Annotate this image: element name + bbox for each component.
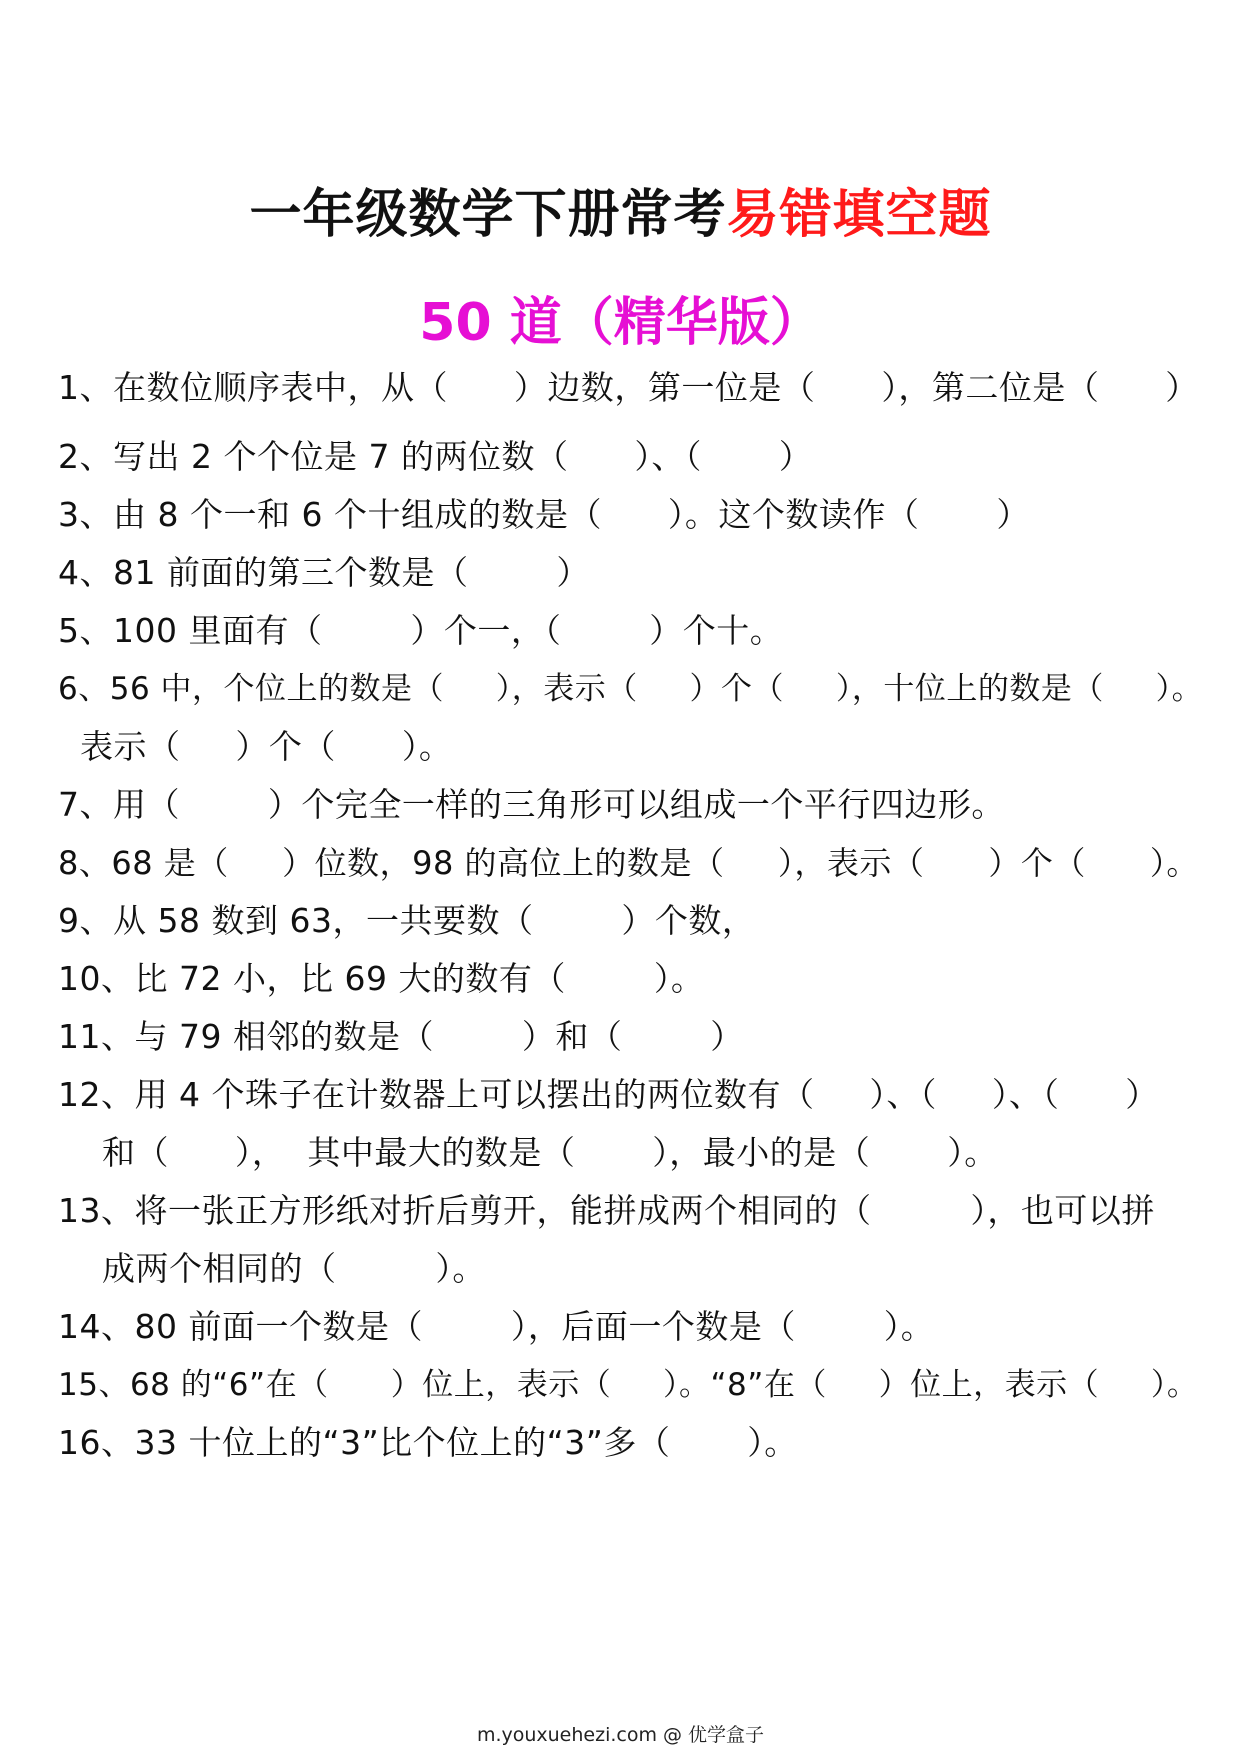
question-line: 12、用 4 个珠子在计数器上可以摆出的两位数有（ ）、（ ）、（ ） <box>58 1075 1159 1114</box>
question-line: 5、100 里面有（ ）个一，（ ）个十。 <box>58 611 784 650</box>
question-line: 表示（ ）个（ ）。 <box>58 727 453 766</box>
page-title <box>0 172 1241 247</box>
question-line: 和（ ）， 其中最大的数是（ ），最小的是（ ）。 <box>58 1133 998 1172</box>
question-line: 8、68 是（ ）位数，98 的高位上的数是（ ），表示（ ）个（ ）。 <box>58 844 1199 882</box>
question-line: 7、用（ ）个完全一样的三角形可以组成一个平行四边形。 <box>58 785 1005 824</box>
footer-watermark: m.youxuehezi.com @ 优学盒子 <box>476 1724 765 1746</box>
question-line: 11、与 79 相邻的数是（ ）和（ ） <box>58 1017 744 1056</box>
page-subtitle: 50 道（精华版） <box>419 293 822 353</box>
question-line: 9、从 58 数到 63，一共要数（ ）个数， <box>58 901 756 940</box>
title-red: 易错填空题 <box>726 185 992 245</box>
question-line: 2、写出 2 个个位是 7 的两位数（ ）、（ ） <box>58 437 813 476</box>
question-line: 15、68 的“6”在（ ）位上，表示（ ）。“8”在（ ）位上，表示（ ）。 <box>58 1367 1199 1403</box>
question-line: 16、33 十位上的“3”比个位上的“3”多（ ）。 <box>58 1423 798 1462</box>
question-line: 3、由 8 个一和 6 个十组成的数是（ ）。这个数读作（ ） <box>58 495 1030 534</box>
question-line: 6、56 中，个位上的数是（ ），表示（ ）个（ ），十位上的数是（ ）。 <box>58 671 1204 707</box>
question-line: 10、比 72 小，比 69 大的数有（ ）。 <box>58 959 705 998</box>
question-line: 14、80 前面一个数是（ ），后面一个数是（ ）。 <box>58 1307 935 1346</box>
question-line: 13、将一张正方形纸对折后剪开，能拼成两个相同的（ ），也可以拼 <box>58 1191 1155 1230</box>
question-line: 4、81 前面的第三个数是（ ） <box>58 553 590 592</box>
question-line: 成两个相同的（ ）。 <box>58 1249 486 1288</box>
title-black: 一年级数学下册常考 <box>249 185 727 245</box>
question-line: 1、在数位顺序表中，从（ ）边数，第一位是（ ），第二位是（ ） <box>58 368 1199 407</box>
